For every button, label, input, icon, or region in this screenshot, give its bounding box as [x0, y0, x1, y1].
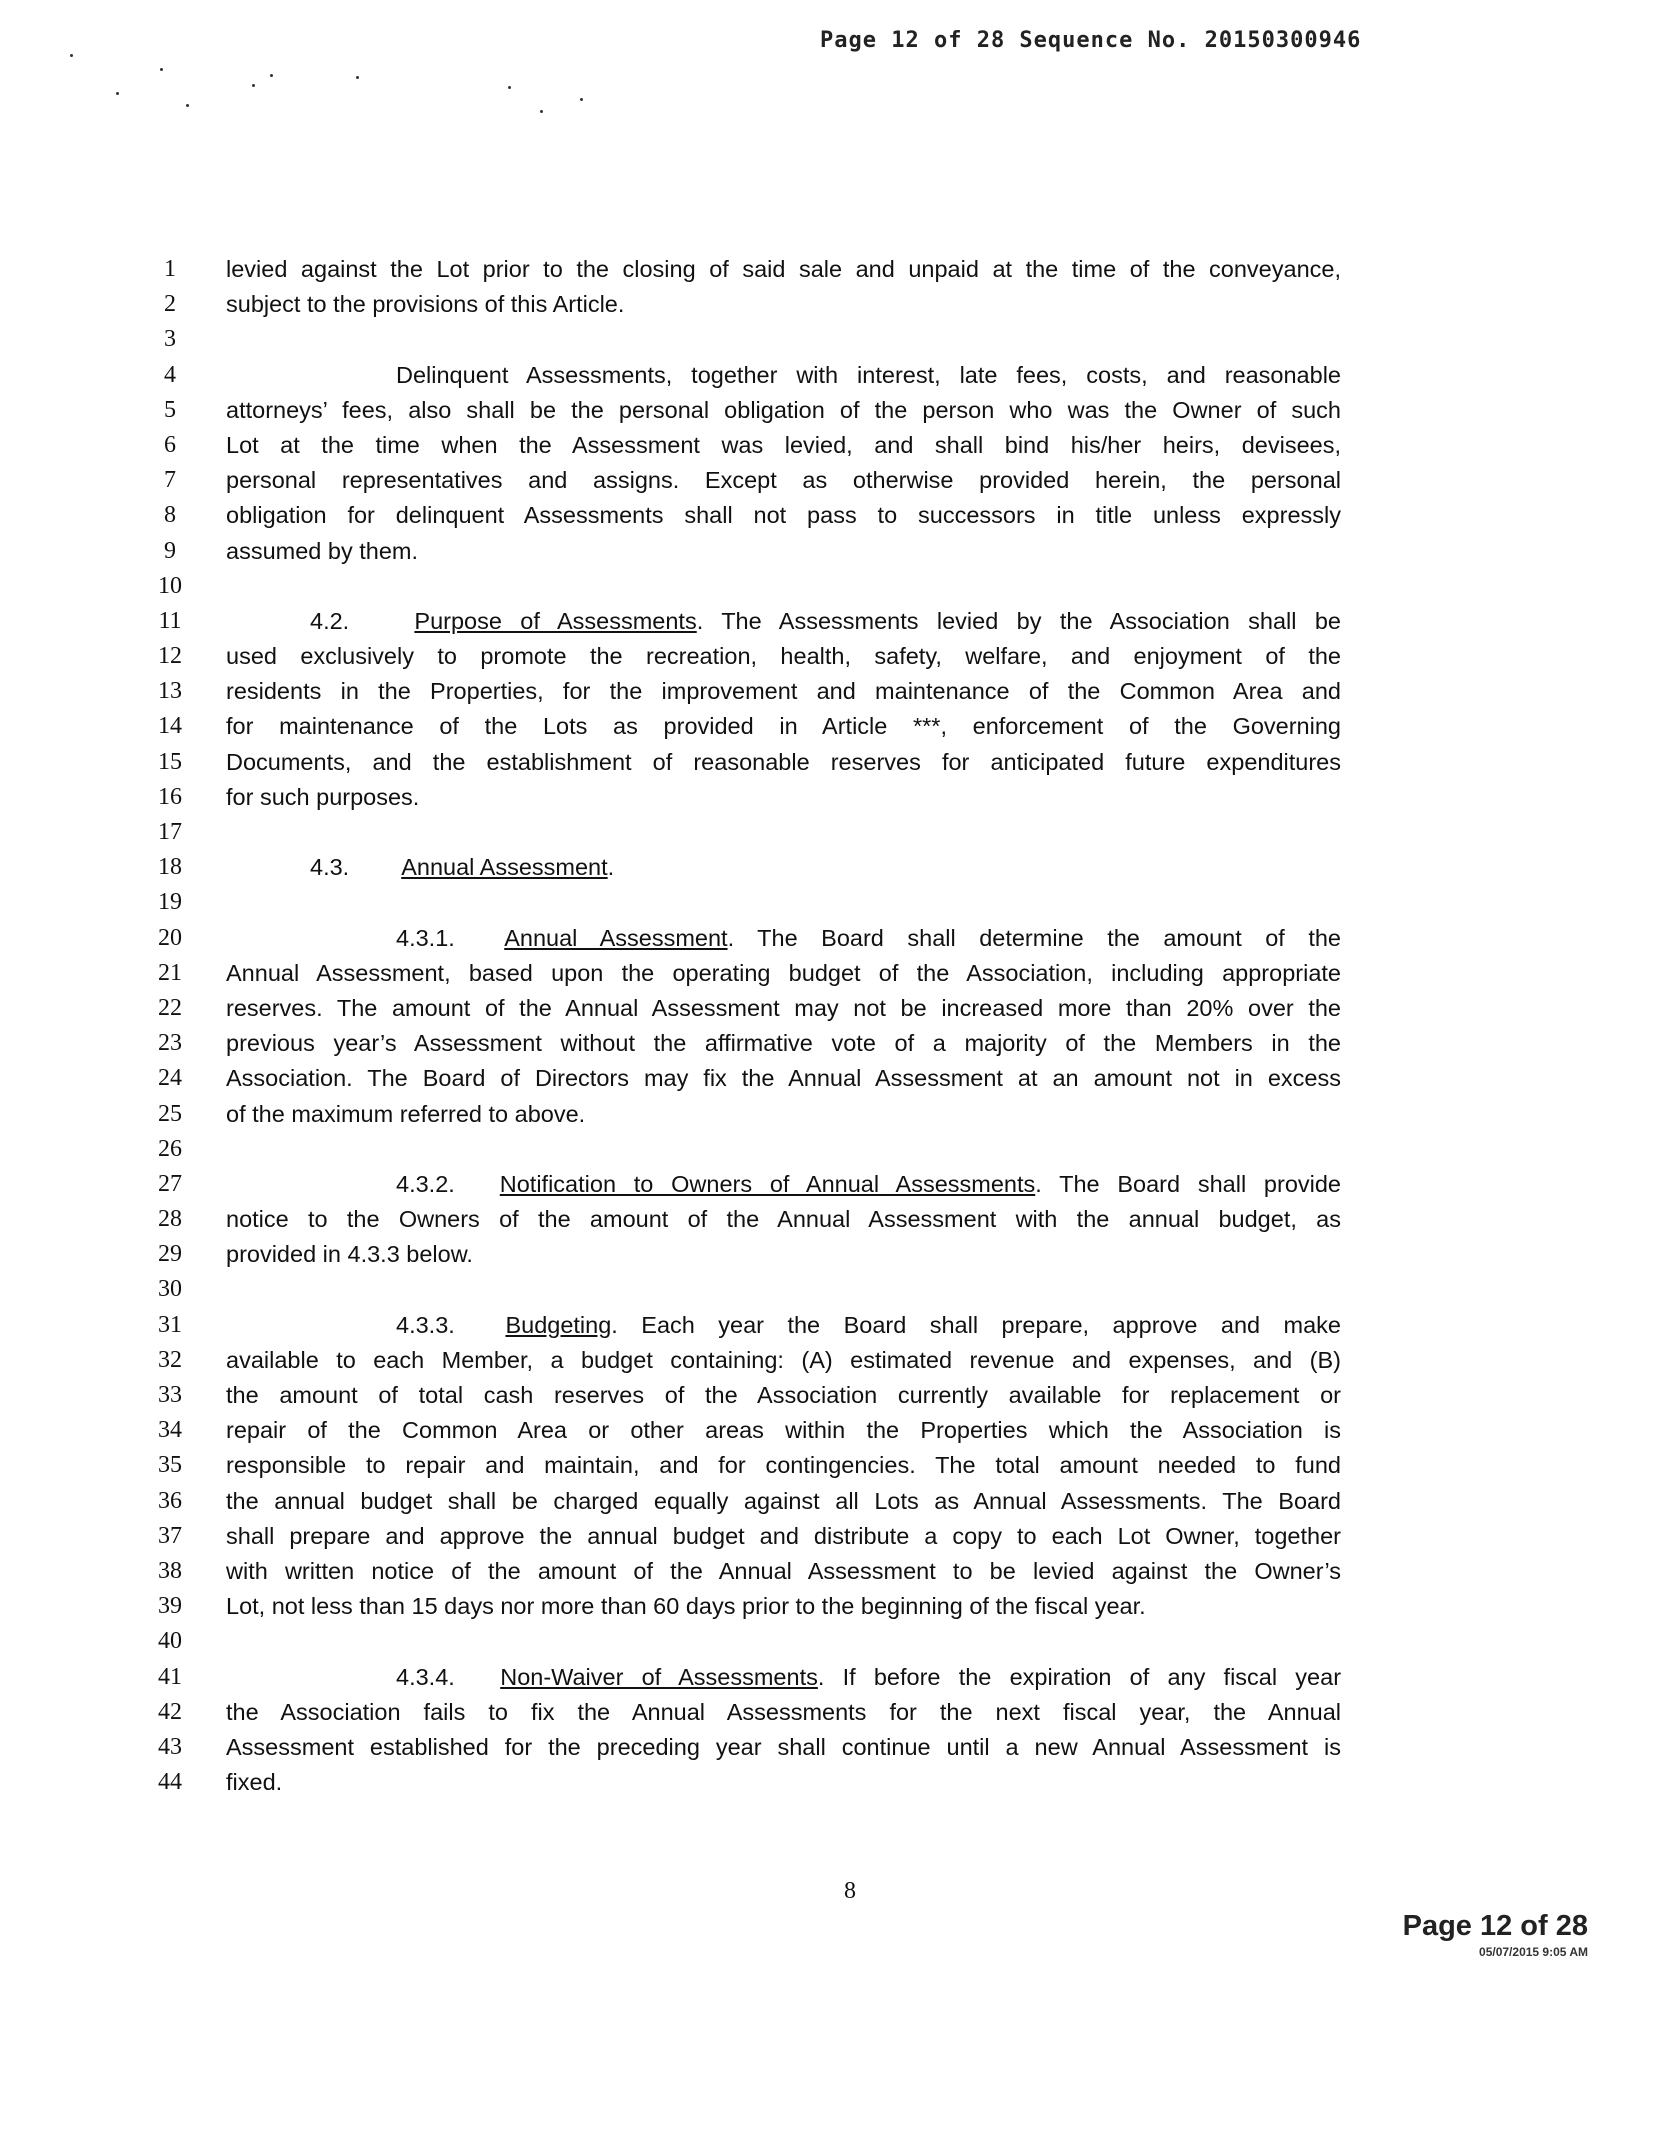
section-heading: Budgeting [505, 1311, 612, 1338]
document-line [0, 1272, 1664, 1307]
line-number: 38 [158, 1557, 182, 1584]
line-text [226, 921, 1341, 956]
line-text: Lot at the time when the Assessment was levied, and shall bind his/her heirs, devisees, [226, 431, 1341, 458]
line-number: 11 [158, 607, 182, 634]
line-number: 23 [158, 1030, 182, 1057]
section-text: . The Board shall determine the amount of the [727, 924, 1341, 951]
line-number: 18 [158, 854, 182, 881]
line-number: 33 [158, 1382, 182, 1408]
document-line [0, 850, 1664, 885]
line-text: residents in the Properties, for the improvement and maintenance of the Common Area and [226, 678, 1341, 705]
document-line [0, 921, 1664, 956]
document-line [0, 1132, 1664, 1167]
document-line [0, 815, 1664, 850]
document-line [0, 1167, 1664, 1202]
document-line [0, 393, 1664, 428]
document-line [0, 498, 1664, 533]
line-text: personal representatives and assigns. Except as otherwise provided herein, the personal [226, 467, 1341, 494]
line-number: 14 [158, 713, 182, 740]
line-text [226, 850, 1341, 885]
line-text: Documents, and the establishment of reasonable reserves for anticipated future expenditures [226, 748, 1341, 775]
line-text: responsible to repair and maintain, and for contingencies. The total amount needed to fund [226, 1452, 1341, 1479]
line-number: 32 [158, 1346, 182, 1373]
document-line [0, 604, 1664, 639]
stamp-timestamp: 05/07/2015 9:05 AM [1479, 1945, 1588, 1959]
page-number: 8 [844, 1878, 856, 1904]
line-number: 37 [158, 1522, 182, 1549]
section-text: . If before the expiration of any fiscal year [817, 1663, 1341, 1690]
line-text: subject to the provisions of this Article. [226, 291, 625, 318]
section-heading: Purpose of Assessments [414, 607, 697, 634]
line-text: reserves. The amount of the Annual Assessment may not be increased more than 20% over the [226, 994, 1341, 1021]
line-number: 36 [158, 1487, 182, 1514]
line-text: repair of the Common Area or other areas within the Properties which the Association is [226, 1417, 1341, 1444]
section-number: 4.2. [310, 607, 350, 634]
line-number: 15 [158, 748, 182, 775]
line-text: the annual budget shall be charged equally against all Lots as Annual Assessments. The Board [226, 1487, 1341, 1514]
document-line [0, 1237, 1664, 1272]
section-text: . [607, 854, 615, 881]
line-number: 21 [158, 959, 182, 986]
section-number: 4.3.1. [396, 924, 455, 951]
line-text [226, 604, 1341, 639]
document-line [0, 1413, 1664, 1448]
document-body [0, 252, 1664, 1800]
line-text: shall prepare and approve the annual budget and distribute a copy to each Lot Owner, together [226, 1522, 1341, 1549]
line-number: 20 [158, 924, 182, 951]
section-number: 4.3.2. [396, 1170, 455, 1197]
line-text: provided in 4.3.3 below. [226, 1241, 473, 1268]
line-number: 8 [164, 502, 176, 529]
line-text: previous year’s Assessment without the affirmative vote of a majority of the Members in the [226, 1030, 1341, 1057]
document-line [0, 745, 1664, 780]
document-line [0, 709, 1664, 744]
line-number: 27 [158, 1170, 182, 1197]
line-number: 6 [164, 431, 176, 458]
section-heading: Annual Assessment [401, 854, 608, 881]
page-header: Page 12 of 28 Sequence No. 20150300946 [820, 28, 1362, 53]
line-text: obligation for delinquent Assessments shall not pass to successors in title unless expressly [226, 502, 1341, 529]
line-text: Association. The Board of Directors may fix the Annual Assessment at an amount not in excess [226, 1065, 1341, 1092]
line-text: for maintenance of the Lots as provided in Article ***, enforcement of the Governing [226, 713, 1341, 740]
line-text: for such purposes. [226, 783, 420, 810]
line-text: the Association fails to fix the Annual Assessments for the next fiscal year, the Annual [226, 1698, 1341, 1725]
line-number: 24 [158, 1065, 182, 1092]
line-text: Annual Assessment, based upon the operating budget of the Association, including appropriate [226, 959, 1341, 986]
document-line [0, 1378, 1664, 1413]
document-line [0, 1730, 1664, 1765]
document-line [0, 287, 1664, 322]
document-line [0, 1061, 1664, 1096]
document-line [0, 1448, 1664, 1483]
line-number: 1 [164, 256, 176, 282]
line-text [226, 1660, 1341, 1695]
line-number: 31 [158, 1311, 182, 1338]
section-text: . Each year the Board shall prepare, approve and make [611, 1311, 1341, 1338]
line-number: 29 [158, 1241, 182, 1268]
document-line [0, 780, 1664, 815]
document-line [0, 1097, 1664, 1132]
section-number: 4.3.3. [396, 1311, 455, 1338]
document-line [0, 674, 1664, 709]
document-line [0, 1765, 1664, 1800]
line-text: attorneys’ fees, also shall be the personal obligation of the person who was the Owner of such [226, 396, 1341, 423]
line-number: 2 [164, 291, 176, 318]
line-text: Delinquent Assessments, together with interest, late fees, costs, and reasonable [396, 361, 1341, 388]
line-text: notice to the Owners of the amount of the Annual Assessment with the annual budget, as [226, 1206, 1341, 1233]
line-number: 28 [158, 1206, 182, 1233]
line-number: 22 [158, 994, 182, 1021]
line-number: 25 [158, 1100, 182, 1127]
line-text: assumed by them. [226, 537, 419, 564]
document-line [0, 1695, 1664, 1730]
line-number: 44 [158, 1769, 182, 1796]
line-number: 7 [164, 467, 176, 494]
line-number: 26 [158, 1135, 182, 1162]
line-number: 34 [158, 1417, 182, 1444]
line-number: 40 [158, 1628, 182, 1655]
document-line [0, 1660, 1664, 1695]
section-heading: Notification to Owners of Annual Assessments [499, 1170, 1036, 1197]
line-number: 39 [158, 1593, 182, 1620]
document-line [0, 1484, 1664, 1519]
line-text: used exclusively to promote the recreation, health, safety, welfare, and enjoyment of the [226, 643, 1341, 670]
document-line [0, 1624, 1664, 1659]
line-text: levied against the Lot prior to the closing of said sale and unpaid at the time of the conveyance, [226, 256, 1341, 282]
section-number: 4.3.4. [396, 1663, 455, 1690]
stamp-page-count: Page 12 of 28 [1402, 1910, 1588, 1942]
line-number: 42 [158, 1698, 182, 1725]
line-text [226, 1167, 1341, 1202]
section-text: . The Assessments levied by the Association shall be [696, 607, 1341, 634]
document-line [0, 956, 1664, 991]
line-text: of the maximum referred to above. [226, 1100, 586, 1127]
document-line [0, 569, 1664, 604]
document-line [0, 534, 1664, 569]
section-heading: Annual Assessment [504, 924, 728, 951]
document-line [0, 1554, 1664, 1589]
line-text [226, 1308, 1341, 1343]
line-text: fixed. [226, 1769, 283, 1796]
line-text: Assessment established for the preceding year shall continue until a new Annual Assessment is [226, 1733, 1341, 1760]
line-number: 5 [164, 396, 176, 423]
line-number: 41 [158, 1663, 182, 1690]
document-line [0, 1343, 1664, 1378]
line-number: 43 [158, 1733, 182, 1760]
document-line [0, 358, 1664, 393]
line-number: 16 [158, 783, 182, 810]
line-number: 35 [158, 1452, 182, 1479]
recording-stamp [1388, 1910, 1588, 1959]
document-line [0, 639, 1664, 674]
document-line [0, 252, 1664, 287]
document-line [0, 463, 1664, 498]
line-text: with written notice of the amount of the Annual Assessment to be levied against the Owner’s [226, 1557, 1341, 1584]
document-line [0, 1202, 1664, 1237]
line-number: 9 [164, 537, 176, 564]
line-text: available to each Member, a budget containing: (A) estimated revenue and expenses, and (B) [226, 1346, 1341, 1373]
line-number: 30 [158, 1276, 182, 1303]
document-line [0, 1308, 1664, 1343]
document-line [0, 885, 1664, 920]
line-number: 12 [158, 643, 182, 670]
line-text: Lot, not less than 15 days nor more than 60 days prior to the beginning of the fiscal year. [226, 1593, 1146, 1620]
line-number: 19 [158, 889, 182, 916]
scan-specks [40, 40, 640, 120]
document-line [0, 428, 1664, 463]
line-number: 10 [158, 572, 182, 599]
line-number: 3 [164, 326, 176, 353]
document-line [0, 322, 1664, 357]
line-text: the amount of total cash reserves of the Association currently available for replacement or [226, 1382, 1341, 1408]
line-number: 17 [158, 819, 182, 845]
section-text: . The Board shall provide [1035, 1170, 1341, 1197]
document-line [0, 1519, 1664, 1554]
document-line [0, 1589, 1664, 1624]
document-line [0, 1026, 1664, 1061]
section-number: 4.3. [310, 854, 350, 881]
line-number: 4 [164, 361, 176, 388]
line-number: 13 [158, 678, 182, 705]
section-heading: Non-Waiver of Assessments [500, 1663, 818, 1690]
document-line [0, 991, 1664, 1026]
